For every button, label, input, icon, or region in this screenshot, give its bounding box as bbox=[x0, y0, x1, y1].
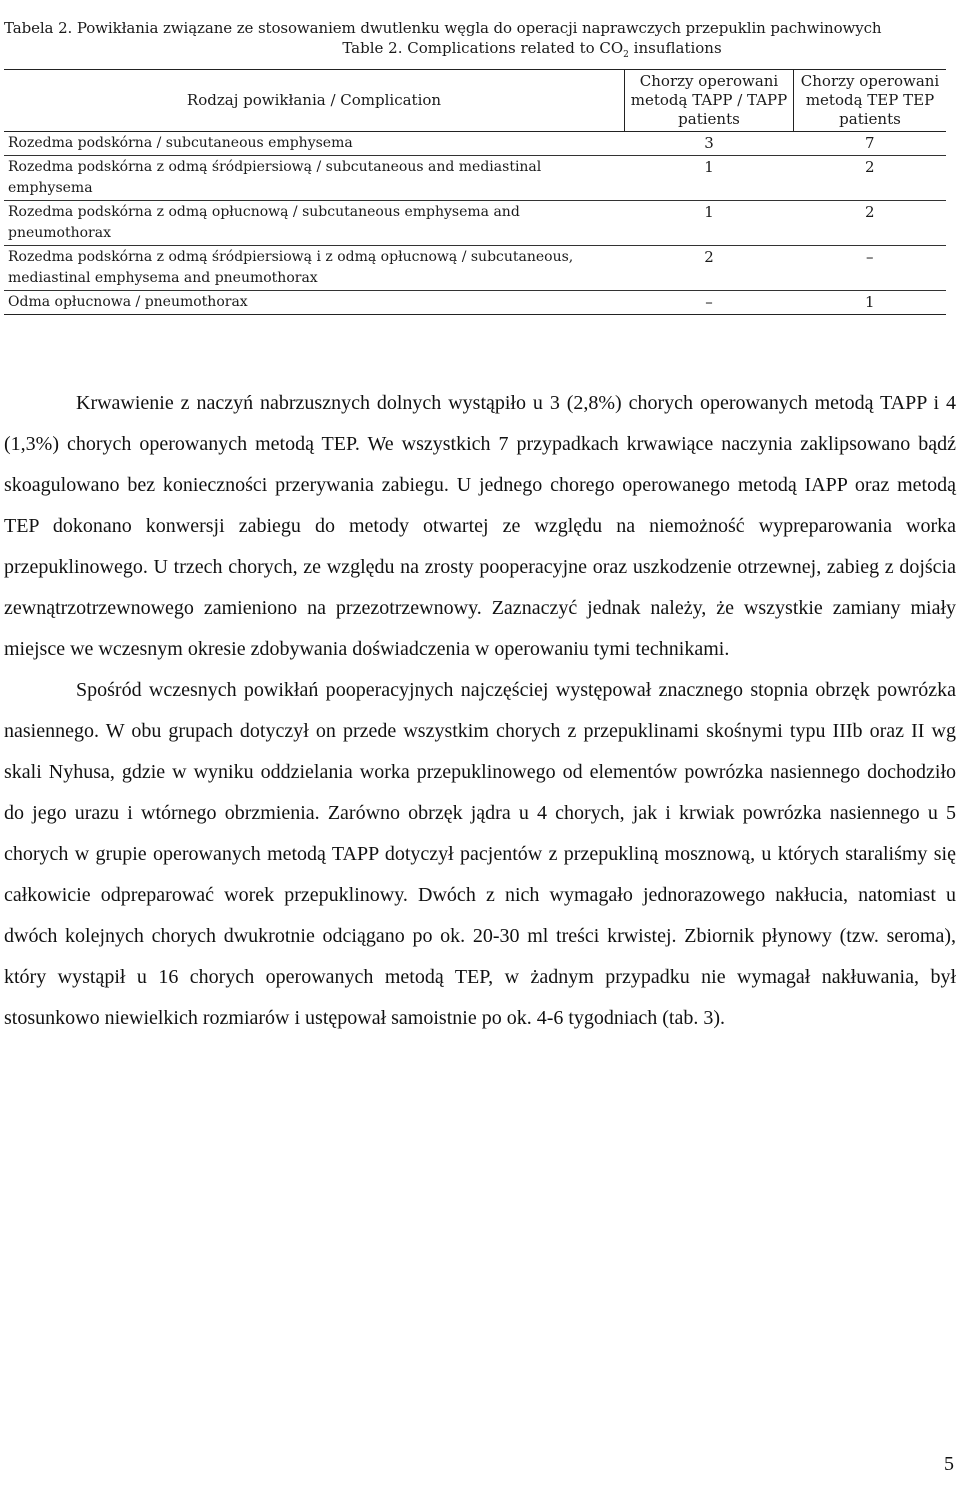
header-tapp-patients: Chorzy operowani metodą TAPP / TAPP patients bbox=[625, 70, 794, 132]
row-tapp-count: 3 bbox=[625, 132, 794, 156]
header-tep-patients: Chorzy operowani metodą TEP TEP patients bbox=[794, 70, 947, 132]
row-label: Rozedma podskórna z odmą śródpiersiową / subcutaneous and mediastinal emphysema bbox=[4, 156, 625, 201]
table-row bbox=[4, 132, 946, 156]
row-label: Rozedma podskórna / subcutaneous emphysema bbox=[4, 132, 625, 156]
row-tep-count: – bbox=[794, 246, 947, 291]
row-tep-count: 2 bbox=[794, 201, 947, 246]
table-header-row bbox=[4, 70, 946, 132]
row-tep-count: 1 bbox=[794, 291, 947, 315]
table-row bbox=[4, 291, 946, 315]
table-row bbox=[4, 156, 946, 201]
row-label: Rozedma podskórna z odmą śródpiersiową i z odmą opłucnową / subcutaneous, mediastinal emphysema and pneumothorax bbox=[4, 246, 625, 291]
table-figure bbox=[4, 18, 950, 315]
row-tapp-count: – bbox=[625, 291, 794, 315]
body-text bbox=[4, 383, 956, 1039]
header-complication-type: Rodzaj powikłania / Complication bbox=[4, 70, 625, 132]
table-caption-en bbox=[114, 38, 950, 65]
row-tep-count: 2 bbox=[794, 156, 947, 201]
paragraph: Krwawienie z naczyń nabrzusznych dolnych wystąpiło u 3 (2,8%) chorych operowanych metodą TAPP i 4 (1,3%) chorych operowanych metodą TEP. We wszystkich 7 przypadkach krwawiące naczynia zaklipsowano bądź skoagulowano bez konieczności przerywania zabiegu. U jednego chorego operowanego metodą IAPP oraz metodą TEP dokonano konwersji zabiegu do metody otwartej ze względu na niemożność wypreparowania worka przepuklinowego. U trzech chorych, ze względu na zrosty pooperacyjne oraz uszkodzenie otrzewnej, zabieg z dojścia zewnątrzotrzewnowego zamieniono na przezotrzewnowy. Zaznaczyć jednak należy, że wszystkie zamiany miały miejsce we wczesnym okresie zdobywania doświadczenia w operowaniu tymi technikami. bbox=[4, 392, 956, 660]
table-caption-pl: Tabela 2. Powikłania związane ze stosowaniem dwutlenku węgla do operacji naprawczych przepuklin pachwinowych bbox=[4, 19, 882, 37]
paragraph: Spośród wczesnych powikłań pooperacyjnych najczęściej występował znacznego stopnia obrzęk powrózka nasiennego. W obu grupach dotyczył on przede wszystkim chorych z przepuklinami skośnymi typu IIIb oraz II wg skali Nyhusa, gdzie w wyniku oddzielania worka przepuklinowego od elementów powrózka nasiennego dochodziło do jego urazu i wtórnego obrzmienia. Zarówno obrzęk jądra u 4 chorych, jak i krwiak powrózka nasiennego u 5 chorych w grupie operowanych metodą TAPP dotyczył pacjentów z przepukliną mosznową, u których staraliśmy się całkowicie odpreparować worek przepuklinowy. Dwóch z nich wymagało jednorazowego nakłucia, natomiast u dwóch kolejnych chorych dwukrotnie odciągano po ok. 20-30 ml treści krwistej. Zbiornik płynowy (tzw. seroma), który wystąpił u 16 chorych operowanych metodą TEP, w żadnym przypadku nie wymagał nakłuwania, był stosunkowo niewielkich rozmiarów i ustępował samoistnie po ok. 4-6 tygodniach (tab. 3). bbox=[4, 679, 956, 1029]
caption-en-prefix: Table 2. Complications related to CO bbox=[342, 39, 624, 57]
caption-en-suffix: insuflations bbox=[628, 39, 722, 57]
row-tapp-count: 1 bbox=[625, 156, 794, 201]
row-tep-count: 7 bbox=[794, 132, 947, 156]
caption-en-subscript: 2 bbox=[623, 50, 629, 60]
table-row bbox=[4, 201, 946, 246]
page-number: 5 bbox=[944, 1453, 954, 1475]
row-label: Odma opłucnowa / pneumothorax bbox=[4, 291, 625, 315]
row-label: Rozedma podskórna z odmą opłucnową / subcutaneous emphysema and pneumothorax bbox=[4, 201, 625, 246]
row-tapp-count: 2 bbox=[625, 246, 794, 291]
table-row bbox=[4, 246, 946, 291]
row-tapp-count: 1 bbox=[625, 201, 794, 246]
complications-table bbox=[4, 69, 946, 315]
